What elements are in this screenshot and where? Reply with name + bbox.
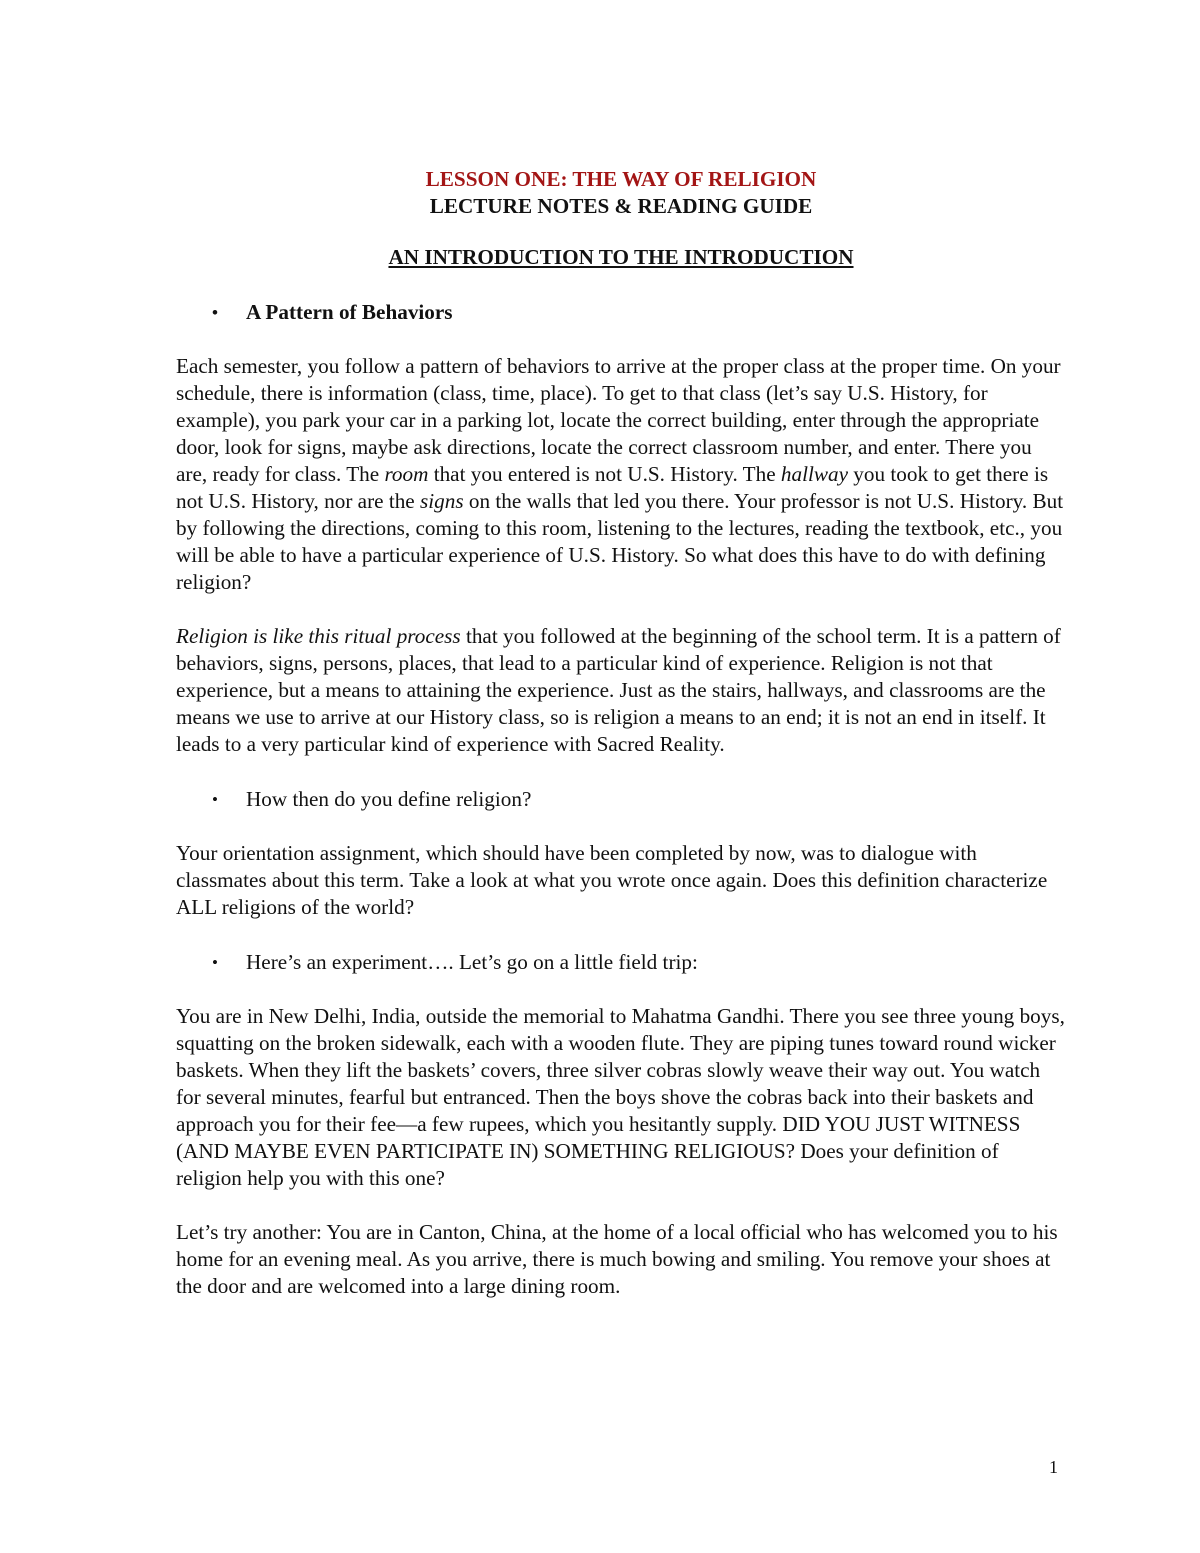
lesson-subtitle: LECTURE NOTES & READING GUIDE [429,194,813,218]
bullet-icon: • [212,303,218,322]
text-run: you took to get there is not U.S. History, nor are the [176,462,1049,513]
emphasis-text: hallway [780,462,848,486]
text-run: Each semester, you follow a pattern of behaviors to arrive at the proper class at the proper time. On your schedule, there is information (class, time, place). To get to that class (let’s say U.S. History, for example), you park your car in a parking lot, locate the correct building, enter through the appropriate door, look for signs, maybe ask directions, locate the correct classroom number, and enter. There you are, ready for class. The [176,354,1061,486]
lesson-title: LESSON ONE: THE WAY OF RELIGION [425,167,817,191]
page-number: 1 [1049,1457,1058,1477]
paragraph: Your orientation assignment, which should have been completed by now, was to dialogue with classmates about this term. Take a look at what you wrote once again. Does this definition characterize ALL religions of the world? [176,841,1048,919]
paragraph [176,353,1066,596]
section-heading: AN INTRODUCTION TO THE INTRODUCTION [388,245,854,269]
bullet-label: Here’s an experiment…. Let’s go on a little field trip: [246,950,698,974]
bullet-label: A Pattern of Behaviors [246,300,453,324]
emphasis-text: signs [420,489,464,513]
paragraph: Let’s try another: You are in Canton, China, at the home of a local official who has welcomed you to his home for an evening meal. As you arrive, there is much bowing and smiling. You remove your shoes at the door and are welcomed into a large dining room. [176,1220,1058,1298]
text-run: that you followed at the beginning of the school term. It is a pattern of behaviors, signs, persons, places, that lead to a particular kind of experience. Religion is not that experience, but a means to attaining the experience. Just as the stairs, hallways, and classrooms are the means we use to arrive at our History class, so is religion a means to an end; it is not an end in itself. It leads to a very particular kind of experience with Sacred Reality. [176,624,1061,756]
bullet-icon: • [212,790,218,809]
text-run: on the walls that led you there. Your professor is not U.S. History. But by following the directions, coming to this room, listening to the lectures, reading the textbook, etc., you will be able to have a particular experience of U.S. History. So what does this have to do with defining religion? [176,489,1064,594]
bullet-item [176,786,1066,813]
bullet-item [176,949,1066,976]
bullet-label: How then do you define religion? [246,787,532,811]
emphasis-text: Religion is like this ritual process [176,624,461,648]
emphasis-text: room [384,462,429,486]
paragraph: You are in New Delhi, India, outside the memorial to Mahatma Gandhi. There you see three young boys, squatting on the broken sidewalk, each with a wooden flute. They are piping tunes toward round wicker baskets. When they lift the baskets’ covers, three silver cobras slowly weave their way out. You watch for several minutes, fearful but entranced. Then the boys shove the cobras back into their baskets and approach you for their fee—a few rupees, which you hesitantly supply. DID YOU JUST WITNESS (AND MAYBE EVEN PARTICIPATE IN) SOMETHING RELIGIOUS? Does your definition of religion help you with this one? [176,1004,1065,1190]
bullet-item [176,299,1066,326]
page-content [176,166,1066,1300]
text-run: that you entered is not U.S. History. The [428,462,781,486]
paragraph [176,623,1066,758]
bullet-icon: • [212,953,218,972]
